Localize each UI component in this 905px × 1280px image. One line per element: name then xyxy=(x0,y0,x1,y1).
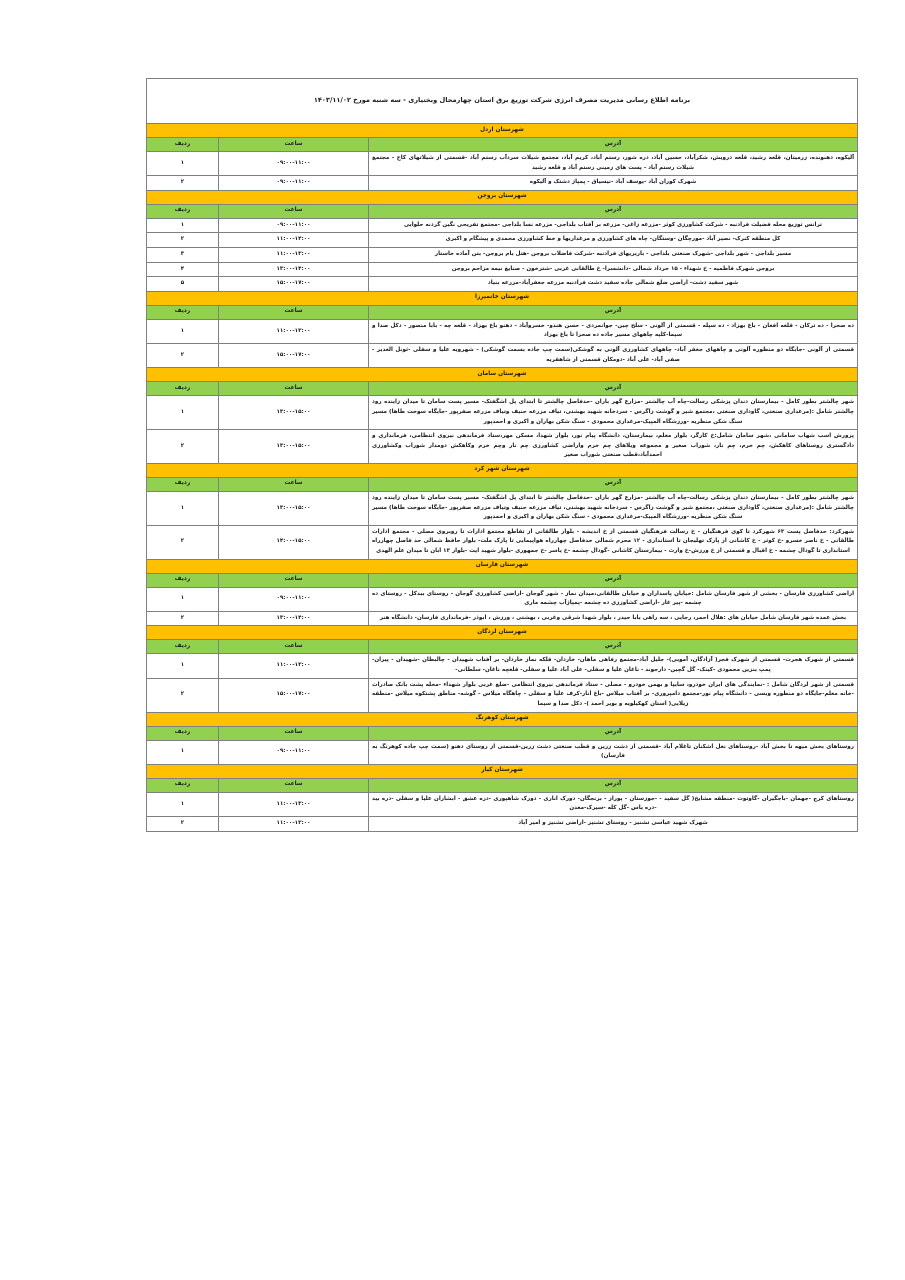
outage-time-cell: ۱۴:۰۰-۱۵:۰۰ xyxy=(219,525,369,559)
outage-time-cell: ۰۹:۰۰-۱۱:۰۰ xyxy=(219,587,369,611)
outage-row-number-cell: ۱ xyxy=(147,218,219,233)
outage-address-cell: آلیکوه، دهنونده، زرمیتان، قلعه رشید، قلعه درویش، شکرآباد، حسین آباد، دره شور، رستم آباد، کریم آباد، مجتمع شیلات سردآب رستم آباد -قسمتی از شیلاتهای کاج - مجتمع شیلات رستم آباد - پست های زمینی رستم آباد و قلعه رشید xyxy=(369,152,858,176)
city-name: شهرستان لردگان xyxy=(147,626,858,640)
outage-address-cell: ده صحرا - ده ترکان - قلعه افغان - باغ بهزاد - ده سپله - قسمتی از آلونی - سلح چین- جوانمردی - حسن هندو- خسروآباد - دهنو باغ بهزاد - قلعه چه - بابا منصور - دکل صدا و سیما-کلیه چاههای مسیر جاده ده صحرا تا باغ بهزاد xyxy=(369,319,858,343)
outage-time-cell: ۰۹:۰۰-۱۱:۰۰ xyxy=(219,740,369,764)
document-title-row xyxy=(147,79,858,124)
city-band-row xyxy=(147,291,858,305)
outage-row-number-cell: ۱ xyxy=(147,740,219,764)
outage-address-cell: ترانس توزیع محله فضیلت فرادنبه - شرکت کشاورزی کوثر -مزرعه زاغی- مزرعه بر آفتاب بلداجی- مزرعه نسا بلداجی -مجتمع تفریحی نگین گردنه حلوایی xyxy=(369,218,858,233)
outage-time-cell: ۰۹:۰۰-۱۱:۰۰ xyxy=(219,218,369,233)
table-row xyxy=(147,678,858,712)
city-band-row xyxy=(147,559,858,573)
outage-time-cell: ۱۱:۰۰-۱۳:۰۰ xyxy=(219,654,369,678)
table-row xyxy=(147,344,858,368)
column-header-address: آدرس xyxy=(369,138,858,152)
city-name: شهرستان کوهرنگ xyxy=(147,712,858,726)
outage-row-number-cell: ۱ xyxy=(147,152,219,176)
outage-address-cell: شهرک کوران آباد -یوسف آباد -نیسیاق - پمپاژ دشتک و آلیکوه xyxy=(369,176,858,191)
outage-address-cell: بروجن شهرک فاطمیه - خ شهداء - ۱۵ خرداد شمالی -دانشسرا- خ طالقانی غربی -شترخون - صنایع نیمه مزاحم بروجن xyxy=(369,262,858,277)
column-header-time: ساعت xyxy=(219,305,369,319)
column-header-row xyxy=(147,778,858,792)
column-header-row-number: ردیف xyxy=(147,778,219,792)
outage-address-cell: شهر چالشتر بطور کامل - بیمارستان دندان پزشکی رسالت-چاه آب چالشتر -مزارع گهر باران -حدفاصل چالشتر تا ابتدای پل اشگفتک- مسیر پست سامان تا میدان زاینده رود چالشتر شامل :(مرغداری صنعتی، گاوداری صنعتی ،مجتمع شیر و گوشت زاگرس - سردخانه شهید بهشتی، تیاف مزرعه حنیف وتیاف مزرعه صفرپور -جایگاه سوخت طاها) مسیر سنگ شکن منظریه -ورزشگاه المپیک-مرغداری محمودی - سنگ شکن بهاران و اکبری و احمدپور xyxy=(369,491,858,525)
outage-address-cell: روستاهای بخش میهه تا بخش آباد -روستاهای نعل اشکنان تاغلام آباد -قسمتی از دشت زرین و قطب صنعتی دشت زرین-قسمتی از روستای دهنو (سمت چپ جاده کوهرنگ به فارسان) xyxy=(369,740,858,764)
outage-row-number-cell: ۴ xyxy=(147,262,219,277)
column-header-row xyxy=(147,382,858,396)
table-row xyxy=(147,816,858,831)
outage-row-number-cell: ۲ xyxy=(147,233,219,248)
table-row xyxy=(147,233,858,248)
table-row xyxy=(147,491,858,525)
city-band-row xyxy=(147,764,858,778)
outage-schedule-table xyxy=(146,78,858,832)
outage-address-cell: قسمتی از شهرک هجرت- قسمتی از شهرک فجر( آزادگان، آموبی)- جلیل آباد-مجتمع رفاهی ماهان- خاردان- فلکه نماز خاردان- بر آفتاب شهیدان - چالبطان -شهیدان - پیران- پمپ بنزین محمودی -کینک- گل گچین- دارجوند - ناغان علیا و سفلی- علی آباد علیا و سفلی- قلعچه ناغان- سلطانی- xyxy=(369,654,858,678)
outage-time-cell: ۱۱:۰۰-۱۳:۰۰ xyxy=(219,248,369,263)
outage-address-cell: مسیر بلداجی - شهر بلداجی -شهرک صنعتی بلداجی - باربریهای فرادنبه -شرکت فاضلاب بروجن -هتل بام بروجن- بتن آماده خاستار xyxy=(369,248,858,263)
outage-address-cell: شهرکرد: حدفاصل پست ۶۳ شهرکرد تا کوی فرهنگیان - خ رسالت فرهنگیان قسمتی از خ اندیشه - بلوار طالقانی از تقاطع مجتمع ادارات تا روبروی مصلی - مجتمع ادارات طالقانی - خ ناصر خسرو -خ کوثر - خ کاشانی از پارک تهلیجان تا استانداری - ۱۲ محرم شمالی حدفاصل چهارراه هواپیمایی تا پارک ملت- بلوار حافظ شمالی حد فاصل چهارراه استانداری تا گودال چشمه - خ اقبال و قسمتی از خ ورزش-خ وارث - بیمارستان کاشانی -گودال چشمه -خ یاسر -خ جمهوری -بلوار شهید ایت -بلوار ۱۳ ابان تا میدان علم الهدی xyxy=(369,525,858,559)
outage-row-number-cell: ۲ xyxy=(147,611,219,626)
outage-time-cell: ۱۵:۰۰-۱۷:۰۰ xyxy=(219,678,369,712)
table-row xyxy=(147,611,858,626)
table-row xyxy=(147,152,858,176)
city-name: شهرستان فارسان xyxy=(147,559,858,573)
column-header-time: ساعت xyxy=(219,573,369,587)
column-header-row xyxy=(147,477,858,491)
column-header-time: ساعت xyxy=(219,778,369,792)
city-name: شهرستان اردل xyxy=(147,124,858,138)
outage-address-cell: پرورش اسب شهاب سامانی ،شهر سامان شامل:خ کارگر، بلوار معلم، بیمارستان، دانشگاه پیام نور، بلوار شهدا، مسکن مهر،ستاد فرماندهی نیروی انتظامی، فرمانداری و دادگستری روستاهای کاهکش، چم خرم، چم نار، شوراب صغیر و مجموعه ویلاهای چم خرم واراضی کشاورزی چم نار وچم خرم وکاهکش دومدار شوراب وکشاورزی احمدآباد،قطب صنعتی شوراب صغیر xyxy=(369,430,858,464)
column-header-row xyxy=(147,305,858,319)
outage-row-number-cell: ۱ xyxy=(147,654,219,678)
outage-time-cell: ۱۱:۰۰-۱۴:۰۰ xyxy=(219,233,369,248)
column-header-time: ساعت xyxy=(219,204,369,218)
outage-row-number-cell: ۲ xyxy=(147,430,219,464)
outage-time-cell: ۱۳:۰۰-۱۵:۰۰ xyxy=(219,430,369,464)
column-header-time: ساعت xyxy=(219,477,369,491)
city-band-row xyxy=(147,368,858,382)
table-row xyxy=(147,176,858,191)
table-row xyxy=(147,792,858,816)
outage-time-cell: ۱۱:۰۰-۱۳:۰۰ xyxy=(219,816,369,831)
outage-row-number-cell: ۱ xyxy=(147,587,219,611)
column-header-row xyxy=(147,640,858,654)
outage-address-cell: اراضی کشاورزی فارسان - بخشی از شهر فارسان شامل :خیابان پاسداران و خیابان طالقانی،میدان نماز - شهر گوجان -اراضی کشاورزی گوجان - روستای بیدکل - روستای ده چشمه -پیر غار -اراضی کشاورزی ده چشمه -پمپاژآب چشمه ماری xyxy=(369,587,858,611)
outage-time-cell: ۰۹:۰۰-۱۱:۰۰ xyxy=(219,176,369,191)
outage-row-number-cell: ۲ xyxy=(147,816,219,831)
column-header-row-number: ردیف xyxy=(147,726,219,740)
column-header-row-number: ردیف xyxy=(147,305,219,319)
outage-row-number-cell: ۱ xyxy=(147,792,219,816)
column-header-row-number: ردیف xyxy=(147,640,219,654)
city-name: شهرستان کیار xyxy=(147,764,858,778)
outage-row-number-cell: ۲ xyxy=(147,176,219,191)
outage-row-number-cell: ۱ xyxy=(147,491,219,525)
city-band-row xyxy=(147,124,858,138)
outage-time-cell: ۱۱:۰۰-۱۳:۰۰ xyxy=(219,792,369,816)
table-row xyxy=(147,587,858,611)
city-name: شهرستان سامان xyxy=(147,368,858,382)
outage-row-number-cell: ۲ xyxy=(147,344,219,368)
city-band-row xyxy=(147,190,858,204)
outage-time-cell: ۱۳:۰۰-۱۵:۰۰ xyxy=(219,491,369,525)
column-header-time: ساعت xyxy=(219,382,369,396)
city-band-row xyxy=(147,712,858,726)
column-header-address: آدرس xyxy=(369,305,858,319)
outage-row-number-cell: ۲ xyxy=(147,678,219,712)
column-header-time: ساعت xyxy=(219,138,369,152)
outage-address-cell: قسمتی از شهر لردگان شامل : -نمایندگی های ایران خودرو، سایپا و بهمن خودرو - مصلی - ستاد فرماندهی نیروی انتظامی -ضلع غربی بلوار شهداء -محله پشت بانک صادرات -خانه معلم-جایگاه دو منظوره وبسی - دانشگاه پیام نور-مجتمع دامپروری- بر آفتاب میلاس -باغ انار-کرف علیا و سفلی - چاهگاه میلاس - گوشه- مناطق پشتکوه میلاس -منطقه زیلایی( استان کهکیلویه و بویر احمد )- دکل صدا و سیما xyxy=(369,678,858,712)
column-header-row xyxy=(147,138,858,152)
page-title: برنامه اطلاع رسانی مدیریت مصرف انرژی شرکت توزیع برق استان چهارمحال وبختیاری - سه شنبه مورخ ۱۴۰۳/۱۱/۰۲ xyxy=(147,79,858,124)
table-row xyxy=(147,319,858,343)
outage-address-cell: قسمتی از آلونی -جایگاه دو منظوره آلونی و چاههای جعفر آباد- چاههای کشاورزی آلونی به گوشکی(سمت چپ جاده بسمت گوشکی) - شهرویه علیا و سفلی -ثونل الغدیر - صفی آباد- علی آباد -دومکان قسمتی از شاهقربه xyxy=(369,344,858,368)
column-header-address: آدرس xyxy=(369,778,858,792)
table-row xyxy=(147,277,858,292)
table-row xyxy=(147,430,858,464)
city-name: شهرستان شهر کرد xyxy=(147,463,858,477)
outage-address-cell: شهر چالشتر بطور کامل - بیمارستان دندان پزشکی رسالت-چاه آب چالشتر -مزارع گهر باران -حدفاصل چالشتر تا ابتدای پل اشگفتک- مسیر پست سامان تا میدان زاینده رود چالشتر شامل :(مرغداری صنعتی، گاوداری صنعتی ،مجتمع شیر و گوشت زاگرس - سردخانه شهید بهشتی، تیاف مزرعه حنیف وتیاف مزرعه صفرپور -جایگاه سوخت طاها) مسیر سنگ شکن منظریه -ورزشگاه المپیک-مرغداری محمودی - سنگ شکن بهاران و اکبری و احمدپور xyxy=(369,396,858,430)
outage-time-cell: ۱۵:۰۰-۱۷:۰۰ xyxy=(219,277,369,292)
outage-row-number-cell: ۳ xyxy=(147,248,219,263)
city-name: شهرستان بروجن xyxy=(147,190,858,204)
table-row xyxy=(147,525,858,559)
outage-time-cell: ۱۳:۰۰-۱۵:۰۰ xyxy=(219,396,369,430)
outage-address-cell: شهرک شهید عباسی تشنیز - روستای تشنیز -اراضی تشنیز و امیر آباد xyxy=(369,816,858,831)
outage-address-cell: کل منطقه کنرک- نصیر آباد -مورچگان -وستگان- چاه های کشاورزی و مرغداریها و خط کشاورزی محمدی و پیشگام و اکبری xyxy=(369,233,858,248)
column-header-address: آدرس xyxy=(369,204,858,218)
outage-address-cell: شهر سفید دشت- اراضی ضلع شمالی جاده سفید دشت فرادنبه مزرعه جعفرآباد-مزرعه بنیاد xyxy=(369,277,858,292)
outage-address-cell: بخش عمده شهر فارسان شامل خیابان های :هلال احمر، رجایی ، سه راهی بابا حیدر ، بلوار شهدا شرقی وغربی ، بهشتی ، ورزش ، ابوذر -فرمانداری فارسان- دانشگاه هنر xyxy=(369,611,858,626)
table-row xyxy=(147,248,858,263)
outage-time-cell: ۱۱:۰۰-۱۳:۰۰ xyxy=(219,319,369,343)
column-header-address: آدرس xyxy=(369,382,858,396)
column-header-address: آدرس xyxy=(369,477,858,491)
column-header-row-number: ردیف xyxy=(147,138,219,152)
outage-time-cell: ۱۳:۰۰-۱۴:۰۰ xyxy=(219,611,369,626)
outage-row-number-cell: ۱ xyxy=(147,396,219,430)
column-header-address: آدرس xyxy=(369,573,858,587)
table-row xyxy=(147,654,858,678)
column-header-time: ساعت xyxy=(219,640,369,654)
city-band-row xyxy=(147,626,858,640)
outage-time-cell: ۰۹:۰۰-۱۱:۰۰ xyxy=(219,152,369,176)
outage-time-cell: ۱۳:۰۰-۱۴:۰۰ xyxy=(219,262,369,277)
outage-schedule-sheet xyxy=(147,78,858,832)
column-header-address: آدرس xyxy=(369,640,858,654)
outage-time-cell: ۱۵:۰۰-۱۷:۰۰ xyxy=(219,344,369,368)
city-name: شهرستان خانمیرزا xyxy=(147,291,858,305)
column-header-row-number: ردیف xyxy=(147,477,219,491)
table-row xyxy=(147,218,858,233)
column-header-row xyxy=(147,573,858,587)
column-header-row-number: ردیف xyxy=(147,204,219,218)
table-row xyxy=(147,262,858,277)
outage-row-number-cell: ۲ xyxy=(147,525,219,559)
column-header-row xyxy=(147,726,858,740)
table-row xyxy=(147,396,858,430)
column-header-row-number: ردیف xyxy=(147,382,219,396)
column-header-row-number: ردیف xyxy=(147,573,219,587)
table-row xyxy=(147,740,858,764)
column-header-time: ساعت xyxy=(219,726,369,740)
outage-row-number-cell: ۵ xyxy=(147,277,219,292)
outage-address-cell: روستاهای کرچ -جهمان -باجگیران -گاوتوت -منطقه مشایخ( گل سفید - -جوزستان - پوراز - برنجگان- دورک اناری - دورک شاهپوری -دره عشق - ابشاران علیا و سفلی -دره بید -دره یاس -گل کله -سیرک-معدن xyxy=(369,792,858,816)
city-band-row xyxy=(147,463,858,477)
outage-row-number-cell: ۱ xyxy=(147,319,219,343)
column-header-address: آدرس xyxy=(369,726,858,740)
column-header-row xyxy=(147,204,858,218)
